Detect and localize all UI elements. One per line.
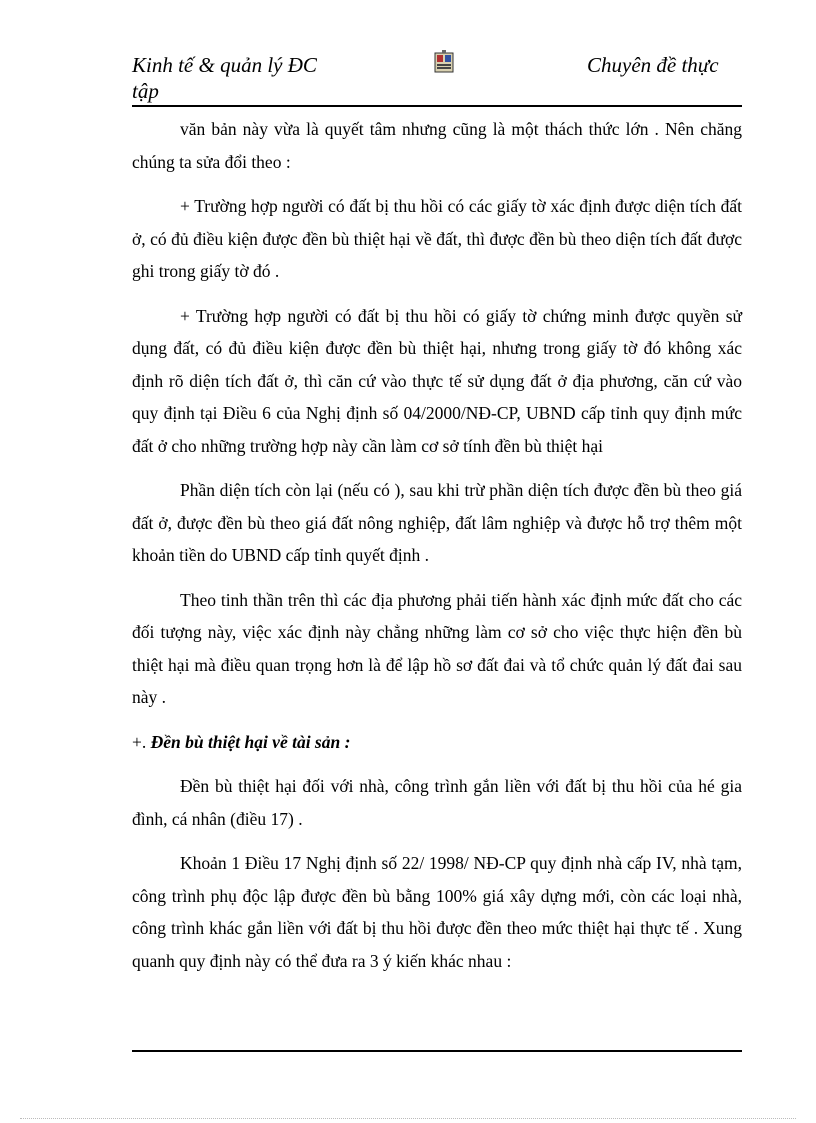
page-edge-dots <box>20 1118 796 1119</box>
paragraph-1: văn bản này vừa là quyết tâm nhưng cũng là một thách thức lớn . Nên chăng chúng ta sửa đổi theo : <box>132 119 742 172</box>
header-left-line2: tập <box>132 79 159 103</box>
footer-rule <box>132 1050 742 1052</box>
paragraph-4: Phần diện tích còn lại (nếu có ), sau khi trừ phần diện tích được đền bù theo giá đất ở, được đền bù theo giá đất nông nghiệp, đất lâm nghiệp và được hỗ trợ thêm một khoản tiền do UBND cấp tỉnh quyết định . <box>132 480 742 565</box>
section-heading <box>132 726 742 759</box>
paragraph-2: + Trường hợp người có đất bị thu hồi có các giấy tờ xác định được diện tích đất ở, có đủ điều kiện được đền bù thiệt hại về đất, thì được đền bù theo diện tích đất được ghi trong giấy tờ đó . <box>132 196 742 281</box>
heading-prefix: +. <box>132 731 147 752</box>
paragraph-3: + Trường hợp người có đất bị thu hồi có giấy tờ chứng minh được quyền sử dụng đất, có đủ điều kiện được đền bù thiệt hại, nhưng trong giấy tờ đó không xác định rõ diện tích đất ở, thì căn cứ vào thực tế sử dụng đất ở địa phương, căn cứ vào quy định tại Điều 6 của Nghị định số 04/2000/NĐ-CP, UBND cấp tỉnh quy định mức đất ở cho những trường hợp này cần làm cơ sở tính đền bù thiệt hại <box>132 305 742 456</box>
header-right-title: Chuyên đề thực <box>587 53 719 77</box>
header-rule <box>132 105 742 107</box>
paragraph-5: Theo tinh thần trên thì các địa phương phải tiến hành xác định mức đất cho các đối tượng này, việc xác định này chẳng những làm cơ sở cho việc thực hiện đền bù thiệt hại mà điều quan trọng hơn là để lập hồ sơ đất đai và tổ chức quản lý đất đai sau này . <box>132 589 742 707</box>
heading-text: Đền bù thiệt hại về tài sản : <box>150 731 351 752</box>
document-body <box>132 113 742 989</box>
header-left-title <box>132 52 317 104</box>
book-logo-icon <box>433 50 455 74</box>
paragraph-6: Đền bù thiệt hại đối với nhà, công trình gắn liền với đất bị thu hồi của hé gia đình, cá nhân (điều 17) . <box>132 776 742 829</box>
header-left-line1: Kinh tế & quản lý ĐC <box>132 53 317 77</box>
paragraph-7: Khoản 1 Điều 17 Nghị định số 22/ 1998/ NĐ-CP quy định nhà cấp IV, nhà tạm, công trình phụ độc lập được đền bù bằng 100% giá xây dựng mới, còn các loại nhà, công trình khác gắn liền với đất bị thu hồi được đền theo mức thiệt hại thực tế . Xung quanh quy định này có thể đưa ra 3 ý kiến khác nhau : <box>132 853 742 971</box>
